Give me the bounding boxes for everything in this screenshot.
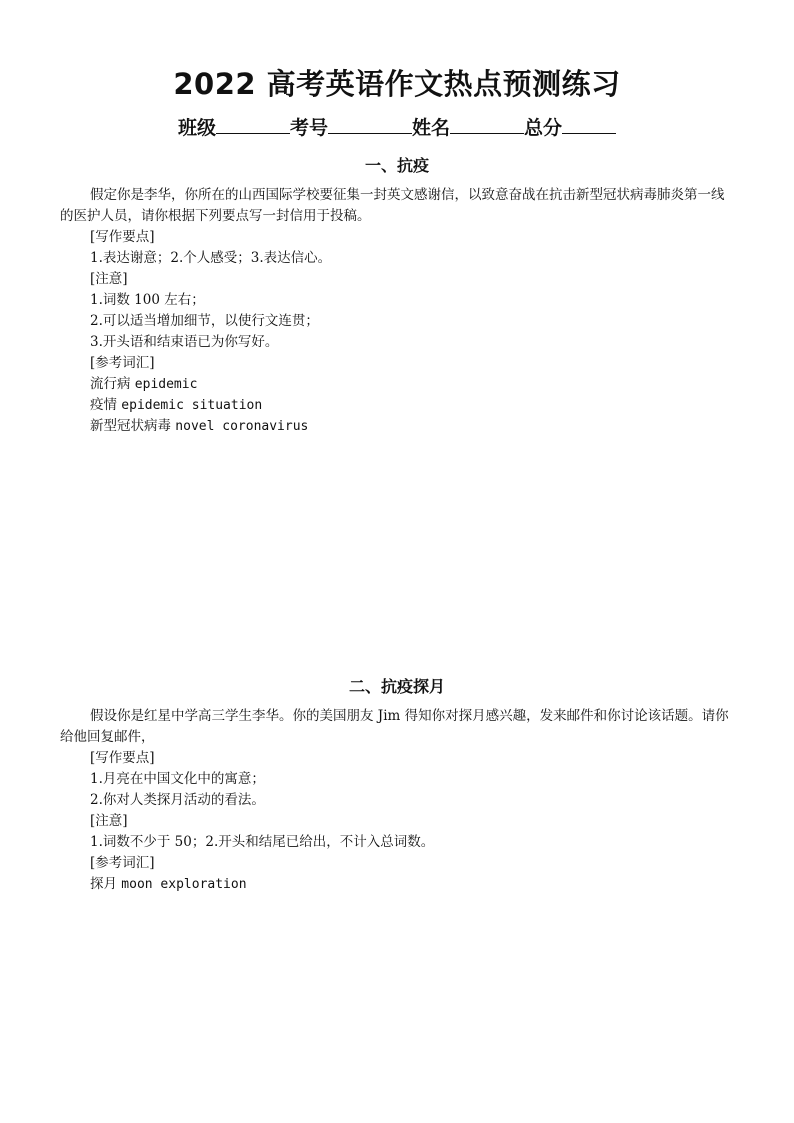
section1-vocab-1	[60, 374, 736, 395]
class-label: 班级	[177, 117, 216, 139]
vocab-cn: 探月	[90, 876, 117, 892]
section1-vocab-label: [参考词汇]	[90, 355, 155, 371]
vocab-cn: 新型冠状病毒	[90, 418, 171, 434]
exam-number-label: 考号	[289, 117, 328, 139]
vocab-en: epidemic	[134, 377, 198, 392]
score-label: 总分	[524, 117, 563, 139]
section2-heading: 二、抗疫探月	[348, 677, 445, 696]
section2-notes-label: [注意]	[90, 813, 128, 829]
section2-vocab-1	[60, 874, 736, 895]
section1-points-label: [写作要点]	[90, 229, 155, 245]
student-info-row	[0, 113, 794, 140]
section2-vocab-label: [参考词汇]	[90, 855, 155, 871]
name-label: 姓名	[412, 117, 451, 139]
class-blank[interactable]	[216, 115, 290, 134]
section1-notes-label: [注意]	[90, 271, 128, 287]
section1-points: 1.表达谢意；2.个人感受；3.表达信心。	[90, 250, 332, 266]
section2-body	[60, 706, 736, 895]
section2-point-2: 2.你对人类探月活动的看法。	[90, 792, 265, 808]
section1-vocab-2	[60, 395, 736, 416]
vocab-en: moon exploration	[121, 877, 247, 892]
section2-prompt: 假设你是红星中学高三学生李华。你的美国朋友 Jim 得知你对探月感兴趣，发来邮件和你讨论该话题。请你给他回复邮件，	[60, 708, 729, 745]
section1-prompt: 假定你是李华，你所在的山西国际学校要征集一封英文感谢信，以致意奋战在抗击新型冠状病毒肺炎第一线的医护人员，请你根据下列要点写一封信用于投稿。	[60, 187, 725, 224]
exam-number-blank[interactable]	[328, 115, 412, 134]
page-title: 2022 高考英语作文热点预测练习	[173, 67, 621, 101]
vocab-cn: 疫情	[90, 397, 117, 413]
score-blank[interactable]	[562, 115, 616, 134]
section1-note-2: 2.可以适当增加细节，以使行文连贯；	[90, 313, 319, 329]
section1-body	[60, 185, 736, 437]
section1-heading: 一、抗疫	[364, 156, 429, 175]
section1-vocab-3	[60, 416, 736, 437]
name-blank[interactable]	[450, 115, 524, 134]
section2-notes: 1.词数不少于 50；2.开头和结尾已给出，不计入总词数。	[90, 834, 435, 850]
section1-note-3: 3.开头语和结束语已为你写好。	[90, 334, 279, 350]
vocab-en: novel coronavirus	[175, 419, 309, 434]
vocab-cn: 流行病	[90, 376, 131, 392]
section2-point-1: 1.月亮在中国文化中的寓意；	[90, 771, 265, 787]
section1-note-1: 1.词数 100 左右；	[90, 292, 205, 308]
section2-points-label: [写作要点]	[90, 750, 155, 766]
vocab-en: epidemic situation	[121, 398, 263, 413]
